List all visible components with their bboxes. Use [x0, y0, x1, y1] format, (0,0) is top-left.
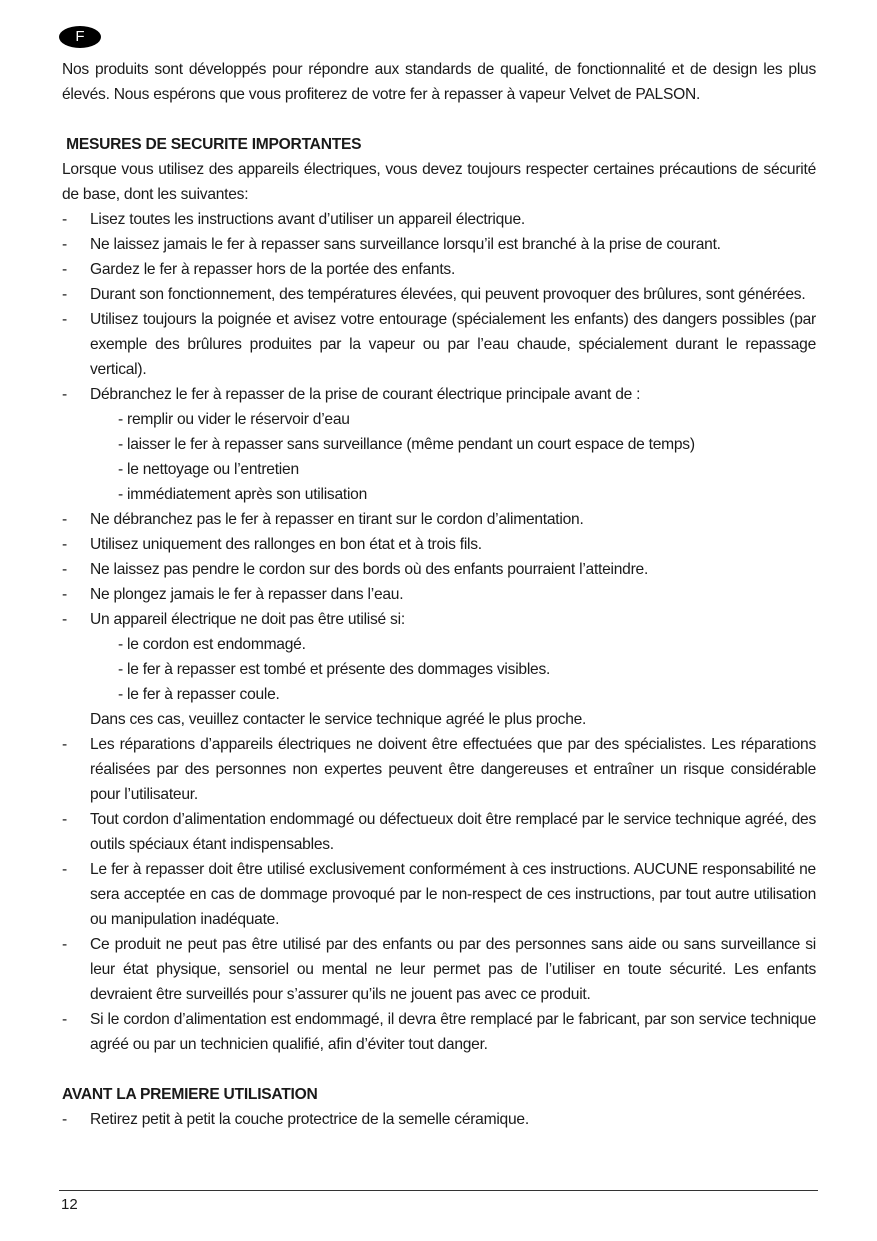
- list-item-unplug: [62, 382, 816, 507]
- safety-heading: MESURES DE SECURITE IMPORTANTES: [62, 136, 362, 153]
- list-item: - Lisez toutes les instructions avant d’utiliser un appareil électrique.: [62, 207, 816, 232]
- sub-list-item: - le fer à repasser est tombé et présente des dommages visibles.: [118, 661, 551, 678]
- list-item-do-not-use: [62, 607, 816, 732]
- sub-list-item: - le nettoyage ou l’entretien: [118, 461, 299, 478]
- spacer: [62, 107, 816, 132]
- do-not-use-note: Dans ces cas, veuillez contacter le service technique agréé le plus proche.: [90, 711, 587, 728]
- sub-list-item: - le fer à repasser coule.: [118, 686, 280, 703]
- sub-list-item: - remplir ou vider le réservoir d’eau: [118, 411, 350, 428]
- list-item-text: Débranchez le fer à repasser de la prise de courant électrique principale avant de :: [90, 386, 641, 403]
- list-item: - Utilisez toujours la poignée et avisez votre entourage (spécialement les enfants) des dangers possibles (par exemple des brûlures produites par la vapeur ou par l’eau chaude, spécialement durant le repassage vertical).: [62, 307, 816, 382]
- list-item: - Les réparations d’appareils électriques ne doivent être effectuées que par des spécialistes. Les réparations réalisées par des personnes non expertes peuvent être dangereuses et entraîner un risque considérable pour l’utilisateur.: [62, 732, 816, 807]
- list-item: - Ne débranchez pas le fer à repasser en tirant sur le cordon d’alimentation.: [62, 507, 816, 532]
- list-item: - Gardez le fer à repasser hors de la portée des enfants.: [62, 257, 816, 282]
- first-use-list: [62, 1107, 816, 1132]
- list-item-text: Un appareil électrique ne doit pas être utilisé si:: [90, 611, 405, 628]
- footer-divider: [59, 1190, 818, 1191]
- list-item: - Durant son fonctionnement, des températures élevées, qui peuvent provoquer des brûlures, sont générées.: [62, 282, 816, 307]
- safety-list: [62, 207, 816, 1057]
- intro-paragraph: Nos produits sont développés pour répondre aux standards de qualité, de fonctionnalité et de design les plus élevés. Nous espérons que vous profiterez de votre fer à repasser à vapeur Velvet de PALSON.: [62, 61, 816, 103]
- list-item: - Utilisez uniquement des rallonges en bon état et à trois fils.: [62, 532, 816, 557]
- page-number: 12: [61, 1196, 78, 1213]
- language-badge: F: [59, 26, 101, 48]
- document-body: [62, 57, 816, 1132]
- first-use-heading: AVANT LA PREMIERE UTILISATION: [62, 1086, 318, 1103]
- spacer: [62, 1057, 816, 1082]
- sub-list-item: - le cordon est endommagé.: [118, 636, 306, 653]
- list-item: - Ce produit ne peut pas être utilisé par des enfants ou par des personnes sans aide ou sans surveillance si leur état physique, sensoriel ou mental ne leur permet pas de l’utiliser en toute sécurité. Les enfants devraient être surveillés pour s’assurer qu’ils ne jouent pas avec ce produit.: [62, 932, 816, 1007]
- sub-list-item: - laisser le fer à repasser sans surveillance (même pendant un court espace de temps): [118, 436, 695, 453]
- list-item: - Si le cordon d’alimentation est endommagé, il devra être remplacé par le fabricant, par son service technique agréé ou par un technicien qualifié, afin d’éviter tout danger.: [62, 1007, 816, 1057]
- list-item: - Ne laissez jamais le fer à repasser sans surveillance lorsqu’il est branché à la prise de courant.: [62, 232, 816, 257]
- list-item: - Ne plongez jamais le fer à repasser dans l’eau.: [62, 582, 816, 607]
- list-item: - Ne laissez pas pendre le cordon sur des bords où des enfants pourraient l’atteindre.: [62, 557, 816, 582]
- list-item: - Tout cordon d’alimentation endommagé ou défectueux doit être remplacé par le service technique agréé, des outils spéciaux étant indispensables.: [62, 807, 816, 857]
- list-item: - Le fer à repasser doit être utilisé exclusivement conformément à ces instructions. AUCUNE responsabilité ne sera acceptée en cas de dommage provoqué par le non-respect de ces instructions, par tout autre utilisation ou manipulation inadéquate.: [62, 857, 816, 932]
- safety-lead: Lorsque vous utilisez des appareils électriques, vous devez toujours respecter certaines précautions de sécurité de base, dont les suivantes:: [62, 161, 816, 203]
- sub-list-item: - immédiatement après son utilisation: [118, 486, 368, 503]
- list-item: - Retirez petit à petit la couche protectrice de la semelle céramique.: [62, 1107, 816, 1132]
